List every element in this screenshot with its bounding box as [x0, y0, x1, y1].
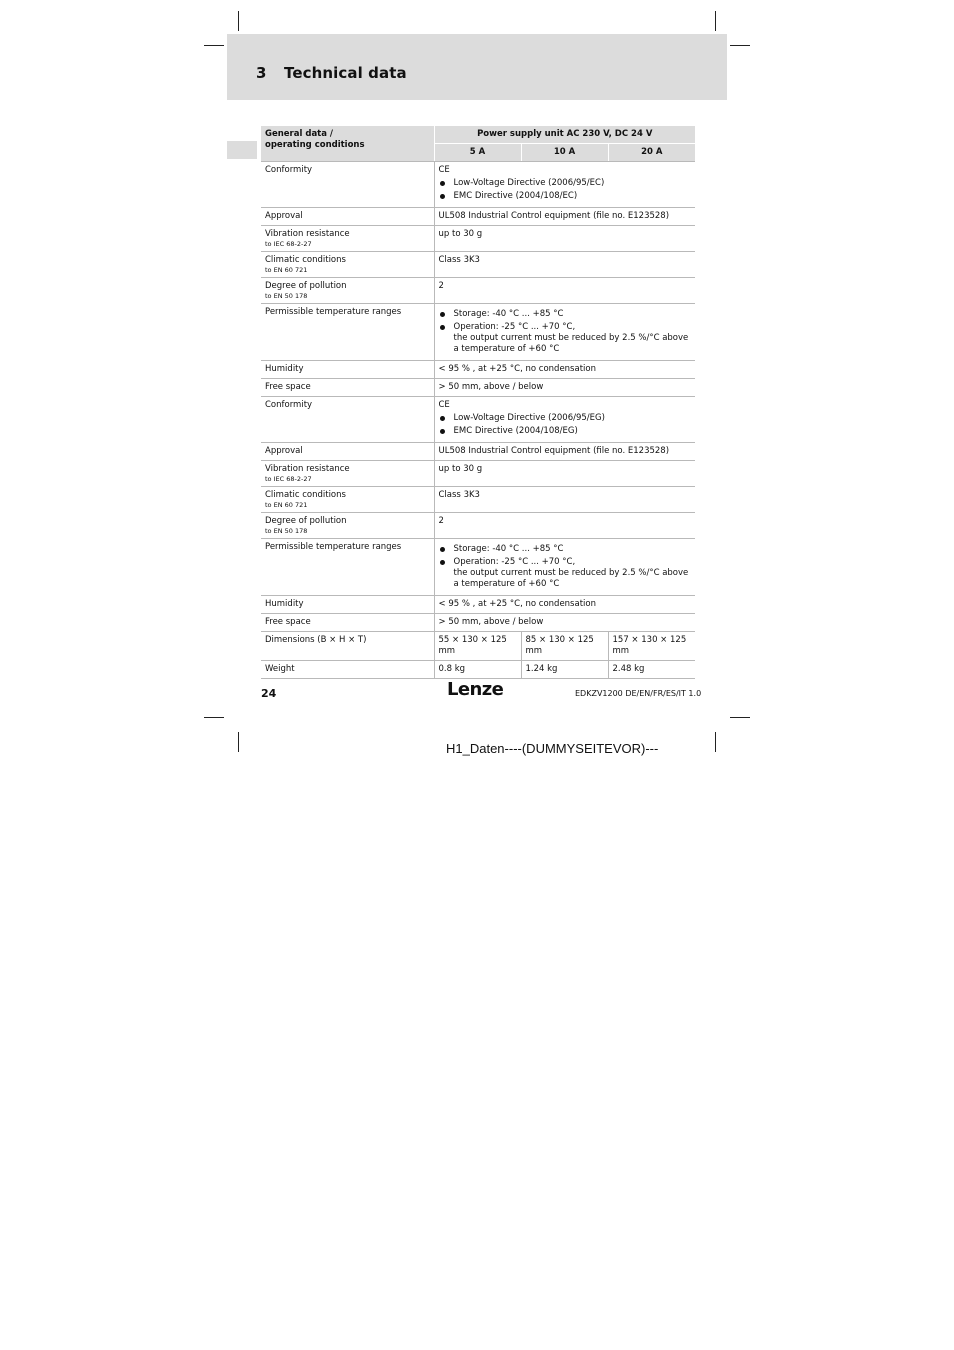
row-value: 2	[434, 278, 695, 304]
page-number: 24	[261, 687, 277, 700]
list-item: EMC Directive (2004/108/EC)	[439, 191, 692, 202]
weight-5a: 0.8 kg	[434, 661, 521, 679]
row-label: Dimensions (B × H × T)	[261, 632, 434, 661]
standard-reference: to EN 50 178	[265, 292, 308, 300]
dimension-5a: 55 × 130 × 125 mm	[434, 632, 521, 661]
table-row	[261, 252, 695, 278]
row-label: Vibration resistance to IEC 68-2-27	[261, 226, 434, 252]
crop-mark	[715, 11, 716, 31]
table-row	[261, 539, 695, 596]
table-row-weight	[261, 661, 695, 679]
table-row	[261, 487, 695, 513]
table-row	[261, 513, 695, 539]
row-label: Climatic conditions to EN 60 721	[261, 252, 434, 278]
side-tab-marker	[227, 141, 257, 159]
list-item: Operation: -25 °C ... +70 °C, the output current must be reduced by 2.5 %/°C above a temperature of +60 °C	[439, 322, 692, 355]
crop-mark	[730, 717, 750, 718]
chapter-heading	[256, 64, 407, 82]
table-row	[261, 614, 695, 632]
column-header-10a: 10 A	[521, 144, 608, 162]
table-row	[261, 162, 695, 208]
list-item: Operation: -25 °C ... +70 °C, the output current must be reduced by 2.5 %/°C above a temperature of +60 °C	[439, 557, 692, 590]
row-label: Permissible temperature ranges	[261, 304, 434, 361]
column-header-20a: 20 A	[608, 144, 695, 162]
table-row	[261, 278, 695, 304]
row-value: > 50 mm, above / below	[434, 614, 695, 632]
row-label: Approval	[261, 443, 434, 461]
row-label: Humidity	[261, 361, 434, 379]
row-value: Class 3K3	[434, 487, 695, 513]
row-label: Conformity	[261, 162, 434, 208]
row-value: UL508 Industrial Control equipment (file no. E123528)	[434, 208, 695, 226]
row-value	[434, 539, 695, 596]
table-row	[261, 443, 695, 461]
row-label: Free space	[261, 379, 434, 397]
row-value: > 50 mm, above / below	[434, 379, 695, 397]
row-label: Approval	[261, 208, 434, 226]
row-label: Conformity	[261, 397, 434, 443]
table-row	[261, 461, 695, 487]
crop-mark	[730, 45, 750, 46]
chapter-number: 3	[256, 64, 267, 82]
row-value: < 95 % , at +25 °C, no condensation	[434, 361, 695, 379]
table-row	[261, 304, 695, 361]
list-item: Storage: -40 °C ... +85 °C	[439, 309, 692, 320]
standard-reference: to EN 50 178	[265, 527, 308, 535]
technical-data-table	[261, 126, 695, 679]
chapter-title: Technical data	[284, 64, 407, 82]
dimension-10a: 85 × 130 × 125 mm	[521, 632, 608, 661]
standard-reference: to IEC 68-2-27	[265, 475, 312, 483]
dummy-page-marker: H1_Daten----(DUMMYSEITEVOR)---	[446, 741, 659, 756]
table-row	[261, 379, 695, 397]
table-row	[261, 208, 695, 226]
row-value: CE Low-Voltage Directive (2006/95/EG) EMC Directive (2004/108/EG)	[434, 397, 695, 443]
list-item: Low-Voltage Directive (2006/95/EC)	[439, 178, 692, 189]
row-label: Degree of pollution to EN 50 178	[261, 513, 434, 539]
lenze-logo: Lenze	[447, 679, 504, 700]
row-value: up to 30 g	[434, 461, 695, 487]
crop-mark	[238, 11, 239, 31]
row-label: Climatic conditions to EN 60 721	[261, 487, 434, 513]
row-label: Humidity	[261, 596, 434, 614]
row-value: 2	[434, 513, 695, 539]
weight-20a: 2.48 kg	[608, 661, 695, 679]
table-row	[261, 226, 695, 252]
row-value: UL508 Industrial Control equipment (file no. E123528)	[434, 443, 695, 461]
crop-mark	[715, 732, 716, 752]
crop-mark	[204, 717, 224, 718]
table-row	[261, 397, 695, 443]
row-value: up to 30 g	[434, 226, 695, 252]
document-id: EDKZV1200 DE/EN/FR/ES/IT 1.0	[575, 689, 702, 698]
crop-mark	[204, 45, 224, 46]
column-header-general-data: General data / operating conditions	[261, 126, 434, 162]
list-item: Storage: -40 °C ... +85 °C	[439, 544, 692, 555]
standard-reference: to EN 60 721	[265, 266, 308, 274]
standard-reference: to IEC 68-2-27	[265, 240, 312, 248]
row-value: Class 3K3	[434, 252, 695, 278]
table-row	[261, 596, 695, 614]
row-value	[434, 304, 695, 361]
row-value: CE Low-Voltage Directive (2006/95/EC) EMC Directive (2004/108/EC)	[434, 162, 695, 208]
table-row-dimensions	[261, 632, 695, 661]
row-label: Free space	[261, 614, 434, 632]
table-row	[261, 361, 695, 379]
standard-reference: to EN 60 721	[265, 501, 308, 509]
list-item: EMC Directive (2004/108/EG)	[439, 426, 692, 437]
row-label: Vibration resistance to IEC 68-2-27	[261, 461, 434, 487]
row-value: < 95 % , at +25 °C, no condensation	[434, 596, 695, 614]
column-header-power-supply: Power supply unit AC 230 V, DC 24 V	[434, 126, 695, 144]
column-header-5a: 5 A	[434, 144, 521, 162]
row-label: Permissible temperature ranges	[261, 539, 434, 596]
dimension-20a: 157 × 130 × 125 mm	[608, 632, 695, 661]
row-label: Weight	[261, 661, 434, 679]
weight-10a: 1.24 kg	[521, 661, 608, 679]
list-item: Low-Voltage Directive (2006/95/EG)	[439, 413, 692, 424]
crop-mark	[238, 732, 239, 752]
row-label: Degree of pollution to EN 50 178	[261, 278, 434, 304]
